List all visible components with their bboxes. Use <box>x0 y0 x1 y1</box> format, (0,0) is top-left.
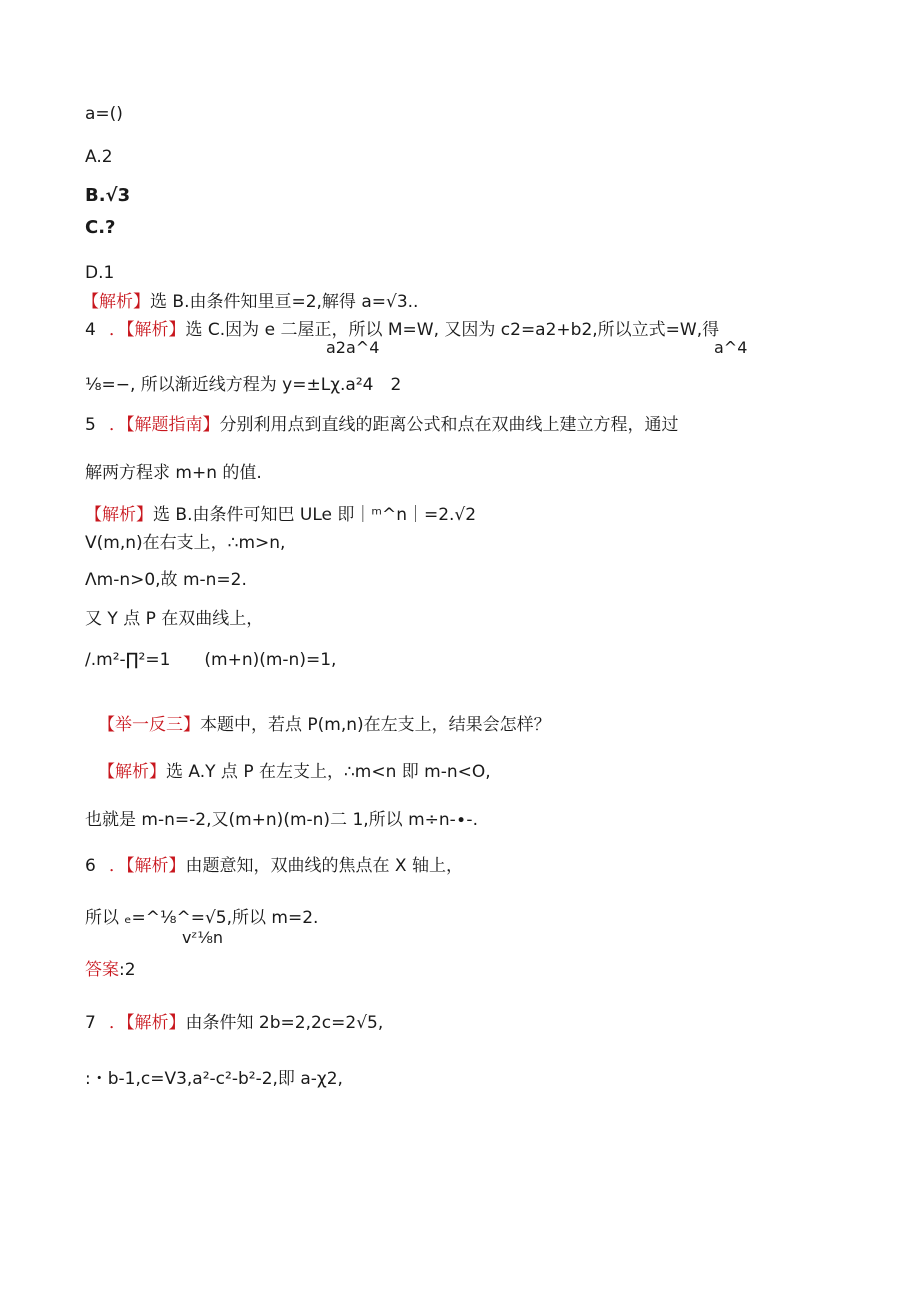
formula-denominator: a^4 <box>714 338 748 357</box>
solution-text: 选 C.因为 e 二屋正，所以 M=W, 又因为 c2=a2+b2,所以立式=W,得 <box>185 320 720 340</box>
guide-text: 分别利用点到直线的距离公式和点在双曲线上建立方程，通过 <box>219 415 679 435</box>
solution-5-line5: /.m²-∏²=1 (m+n)(m-n)=1, <box>85 650 337 670</box>
solution-5-line3: Λm-n>0,故 m-n=2. <box>85 570 247 590</box>
item-number: 4 <box>85 320 96 340</box>
solution-5 <box>85 505 476 525</box>
solution-7-line2: :・b-1,c=V3,a²-c²-b²-2,即 a-χ2, <box>85 1069 343 1089</box>
solution-6 <box>85 856 463 876</box>
analysis-tag: 【解析】 <box>82 292 150 312</box>
option-d: D.1 <box>85 263 115 283</box>
analysis-tag: 【解析】 <box>98 762 166 782</box>
option-c: C.? <box>85 217 116 238</box>
extension-tag: 【举一反三】 <box>98 715 200 735</box>
analysis-tag: 【解析】 <box>85 505 153 525</box>
extension-solution <box>98 762 491 782</box>
option-b: B.√3 <box>85 185 131 206</box>
answer-value: :2 <box>119 960 136 980</box>
answer-line <box>85 960 136 980</box>
solution-5-line4: 又 Y 点 P 在双曲线上， <box>85 609 264 629</box>
solution-5-guide <box>85 415 679 435</box>
solution-text: 所以 <box>85 908 119 928</box>
solution-7 <box>85 1013 383 1033</box>
extension-question <box>98 715 551 735</box>
item-number: 5 <box>85 415 96 435</box>
solution-text: 选 B.由条件知里亘=2,解得 a=√3.. <box>150 292 419 312</box>
solution-text: 选 A.Y 点 P 在左支上，∴m<n 即 m-n<O, <box>166 762 491 782</box>
analysis-tag: ．【解析】 <box>109 1013 186 1033</box>
guide-tag: ．【解题指南】 <box>109 415 220 435</box>
analysis-tag: ．【解析】 <box>109 320 186 340</box>
extension-text: 本题中，若点 P(m,n)在左支上，结果会怎样？ <box>200 715 551 735</box>
solution-text: 由题意知，双曲线的焦点在 X 轴上， <box>185 856 463 876</box>
solution-4 <box>85 320 719 340</box>
guide-text-cont: 解两方程求 m+n 的值. <box>85 463 262 483</box>
analysis-tag: ．【解析】 <box>109 856 186 876</box>
item-number: 6 <box>85 856 96 876</box>
solution-text: 选 B.由条件可知巴 ULe 即｜ᵐ^n｜=2.√2 <box>153 505 477 525</box>
solution-5-line2: V(m,n)在右支上，∴m>n, <box>85 533 286 553</box>
answer-tag: 答案 <box>85 960 119 980</box>
option-a: A.2 <box>85 147 113 167</box>
item-number: 7 <box>85 1013 96 1033</box>
solution-text: 由条件知 2b=2,2c=2√5, <box>185 1013 384 1033</box>
extension-solution-line2: 也就是 m-n=-2,又(m+n)(m-n)二 1,所以 m÷n-∙-. <box>85 810 478 830</box>
solution-6-line2 <box>85 908 318 928</box>
formula-denominator: vᶻ⅛n <box>182 928 223 947</box>
question-stem-tail: a=() <box>85 104 123 124</box>
solution-3 <box>82 292 418 312</box>
solution-4-cont: ⅛=−, 所以渐近线方程为 y=±Lχ.a²4 2 <box>85 375 402 395</box>
formula-denominator: a2a^4 <box>326 338 380 357</box>
formula-text: ₑ=^⅛^=√5,所以 m=2. <box>124 908 319 928</box>
